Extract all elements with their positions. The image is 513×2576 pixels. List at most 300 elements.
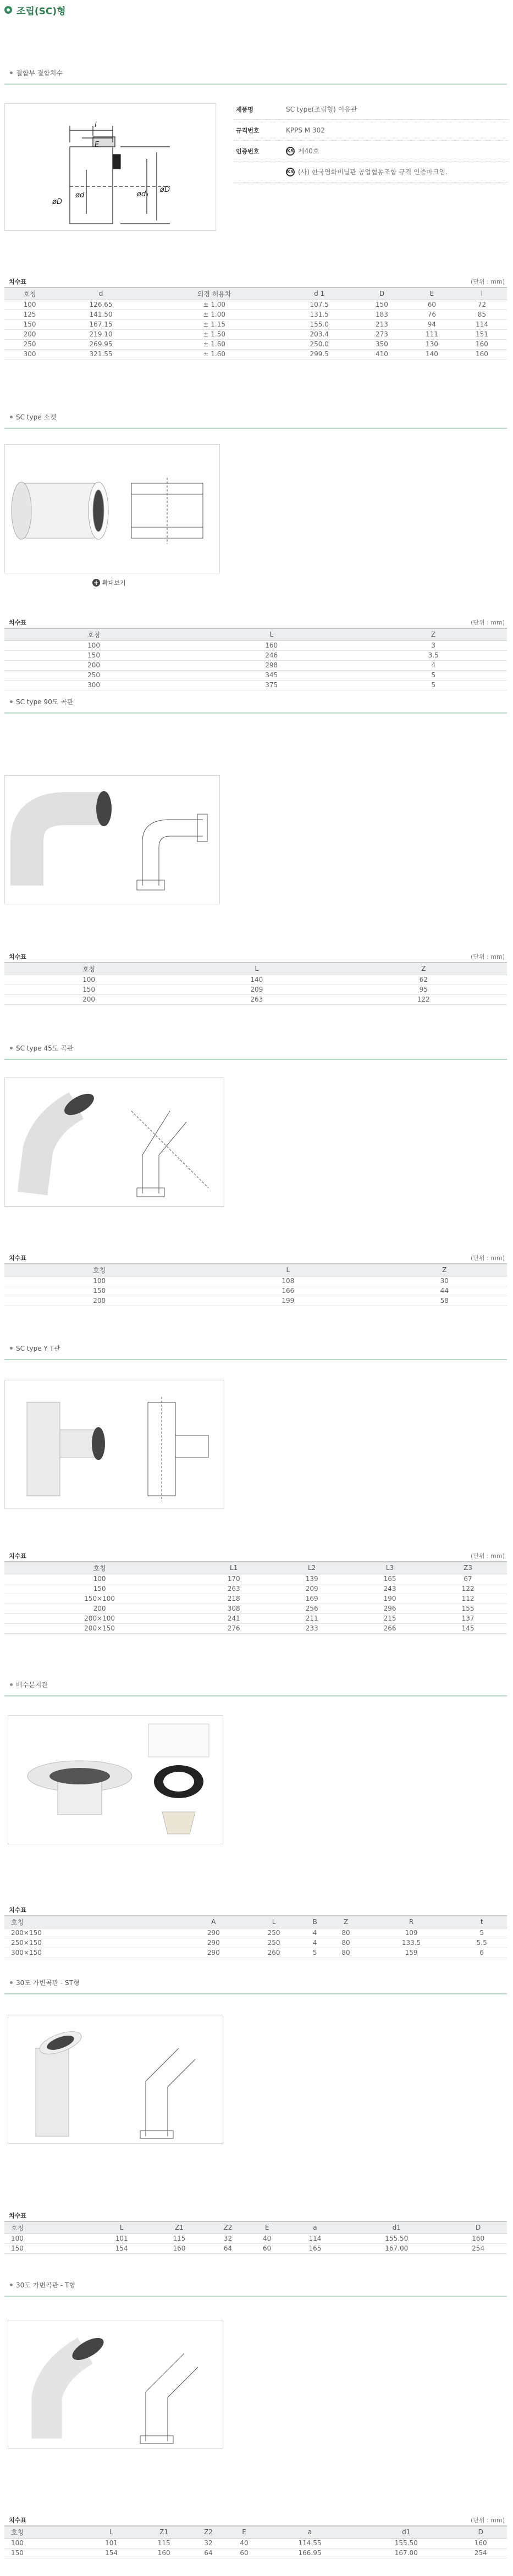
table-cell: 321.55 — [55, 349, 147, 359]
section-divider — [4, 1359, 507, 1360]
table-cell: 215 — [351, 1613, 429, 1623]
table-header-row — [4, 2526, 507, 2538]
joint-diagram-image — [4, 103, 216, 231]
column-header: t — [456, 1916, 507, 1928]
section-title: SC type 45도 곡관 — [16, 1044, 74, 1052]
table-cell: 254 — [449, 2243, 507, 2253]
bullet-icon — [10, 1047, 13, 1049]
table-cell: 150 — [4, 1286, 194, 1296]
bullet-icon — [10, 71, 13, 74]
table-cell: 6 — [456, 1948, 507, 1958]
unit-label: (단위 : mm) — [471, 1254, 505, 1262]
table-cell: 58 — [382, 1296, 507, 1306]
table-cell: 160 — [457, 339, 507, 349]
table-cell: 122 — [340, 994, 507, 1004]
column-header: 호칭 — [4, 1916, 183, 1928]
table-cell: 256 — [273, 1604, 351, 1613]
table-cell: ± 1.00 — [147, 309, 282, 319]
table-cell: 269.95 — [55, 339, 147, 349]
table-cell: 167.15 — [55, 319, 147, 329]
svg-text:øD: øD — [160, 186, 170, 194]
column-header: 호칭 — [4, 2526, 85, 2538]
table-cell: 95 — [340, 985, 507, 994]
section-divider — [4, 84, 507, 85]
table-cell: 3 — [360, 640, 507, 650]
table-label: 치수표 — [9, 2212, 26, 2219]
column-header: L — [244, 1916, 304, 1928]
table-cell: 150 — [4, 985, 173, 994]
y-tee-dimension-table — [4, 1561, 507, 1634]
table-cell: 141.50 — [55, 309, 147, 319]
table-cell: 200×150 — [4, 1623, 195, 1633]
table-cell: 246 — [183, 650, 360, 660]
table-row — [4, 1584, 507, 1594]
table-cell: 101 — [85, 2538, 138, 2548]
zoom-label: 확대보기 — [102, 579, 126, 587]
table-cell: 100 — [4, 640, 183, 650]
column-header: L — [183, 628, 360, 640]
table-cell: 250×150 — [4, 1938, 183, 1948]
table-cell: 64 — [190, 2548, 227, 2558]
table-cell: 209 — [173, 985, 340, 994]
column-header: D — [454, 2526, 507, 2538]
table-header — [4, 275, 507, 286]
joint-dimension-table — [4, 287, 507, 360]
table-header-row — [4, 1562, 507, 1574]
table-cell: 213 — [357, 319, 407, 329]
column-header: B — [304, 1916, 326, 1928]
table-header-row — [4, 288, 507, 300]
column-header: 외경 허용차 — [147, 288, 282, 300]
table-row — [4, 1276, 507, 1286]
column-header: 호칭 — [4, 628, 183, 640]
table-cell: 300×150 — [4, 1948, 183, 1958]
table-cell: 241 — [195, 1613, 273, 1623]
variable-elbow-t-product-image — [8, 2320, 223, 2449]
table-cell: 218 — [195, 1594, 273, 1604]
table-cell: 254 — [454, 2548, 507, 2558]
table-cell: 250 — [244, 1928, 304, 1938]
table-cell: 139 — [273, 1574, 351, 1584]
section-divider — [4, 428, 507, 429]
table-cell: 60 — [407, 300, 457, 309]
table-row — [4, 1613, 507, 1623]
table-cell: 154 — [85, 2548, 138, 2558]
table-cell: 109 — [366, 1928, 457, 1938]
plus-icon: + — [93, 579, 100, 587]
table-row — [4, 349, 507, 359]
zoom-button[interactable] — [92, 578, 126, 587]
table-cell: 60 — [227, 2548, 262, 2558]
table-cell: 300 — [4, 680, 183, 690]
table-cell: 296 — [351, 1604, 429, 1613]
table-cell: 165 — [286, 2243, 344, 2253]
table-cell: 40 — [227, 2538, 262, 2548]
spec-key: 인증번호 — [236, 147, 260, 155]
spec-value: SC type(조립형) 이음관 — [286, 106, 357, 113]
table-cell: 375 — [183, 680, 360, 690]
table-cell: 115 — [151, 2234, 208, 2243]
table-cell: 133.5 — [366, 1938, 457, 1948]
table-row — [4, 329, 507, 339]
table-cell: 155.50 — [344, 2234, 449, 2243]
table-row — [4, 1594, 507, 1604]
table-cell: 250 — [4, 670, 183, 680]
table-cell: 250 — [4, 339, 55, 349]
drain-branch-product-image — [8, 1715, 223, 1844]
variable-elbow-t-dimension-table — [4, 2525, 507, 2558]
table-cell: 410 — [357, 349, 407, 359]
table-cell: 183 — [357, 309, 407, 319]
column-header: 호칭 — [4, 2221, 93, 2234]
table-row — [4, 660, 507, 670]
column-header: 호칭 — [4, 288, 55, 300]
column-header: R — [366, 1916, 457, 1928]
table-row — [4, 680, 507, 690]
table-cell: ± 1.00 — [147, 300, 282, 309]
column-header: d — [55, 288, 147, 300]
table-cell: 150 — [4, 1584, 195, 1594]
table-cell: ± 1.50 — [147, 329, 282, 339]
table-cell: 243 — [351, 1584, 429, 1594]
table-cell: 290 — [183, 1928, 244, 1938]
table-cell: 200 — [4, 1604, 195, 1613]
table-cell: 5 — [456, 1928, 507, 1938]
section-divider — [4, 1059, 507, 1060]
svg-text:E: E — [95, 141, 100, 149]
column-header: a — [262, 2526, 358, 2538]
table-row — [4, 640, 507, 650]
svg-text:l: l — [95, 121, 97, 129]
bullet-icon — [10, 416, 13, 418]
bullet-icon — [10, 2284, 13, 2286]
section-title: SC type 소켓 — [16, 413, 57, 421]
table-cell: 298 — [183, 660, 360, 670]
table-header-row — [4, 2221, 507, 2234]
table-row — [4, 975, 507, 985]
table-cell: 160 — [454, 2538, 507, 2548]
table-cell: 40 — [248, 2234, 286, 2243]
drain-branch-dimension-table — [4, 1915, 507, 1958]
table-cell: 166.95 — [262, 2548, 358, 2558]
column-header: L — [93, 2221, 151, 2234]
section-title: 결합부 결합치수 — [16, 69, 63, 77]
table-cell: 94 — [407, 319, 457, 329]
table-cell: 150 — [4, 2548, 85, 2558]
table-cell: 100 — [4, 2538, 85, 2548]
table-cell: 80 — [326, 1948, 366, 1958]
table-row — [4, 1938, 507, 1948]
table-row — [4, 1948, 507, 1958]
table-row — [4, 319, 507, 329]
certification-mark-icon: KS — [286, 168, 295, 176]
column-header: L2 — [273, 1562, 351, 1574]
column-header: A — [183, 1916, 244, 1928]
table-row — [4, 2243, 507, 2253]
table-header — [4, 1549, 507, 1560]
table-cell: 30 — [382, 1276, 507, 1286]
table-cell: 150 — [4, 319, 55, 329]
table-row — [4, 300, 507, 309]
table-cell: 111 — [407, 329, 457, 339]
unit-label: (단위 : mm) — [471, 278, 505, 285]
table-cell: 5 — [304, 1948, 326, 1958]
table-cell: 3.5 — [360, 650, 507, 660]
table-cell: 131.5 — [282, 309, 357, 319]
page-title — [4, 3, 66, 16]
table-cell: 67 — [429, 1574, 507, 1584]
spec-row — [234, 120, 509, 141]
table-cell: 85 — [457, 309, 507, 319]
socket-dimension-table — [4, 628, 507, 690]
table-label: 치수표 — [9, 1254, 26, 1262]
table-header — [4, 616, 507, 627]
column-header: Z1 — [151, 2221, 208, 2234]
table-cell: 80 — [326, 1928, 366, 1938]
unit-label: (단위 : mm) — [471, 1552, 505, 1560]
table-cell: 200 — [4, 660, 183, 670]
table-cell: 266 — [351, 1623, 429, 1633]
svg-text:ød₁: ød₁ — [137, 190, 149, 198]
table-cell: 273 — [357, 329, 407, 339]
table-cell: 4 — [360, 660, 507, 670]
table-cell: 108 — [194, 1276, 382, 1286]
table-cell: 276 — [195, 1623, 273, 1633]
table-cell: 154 — [93, 2243, 151, 2253]
table-cell: 250 — [244, 1938, 304, 1948]
table-row — [4, 670, 507, 680]
table-cell: 32 — [190, 2538, 227, 2548]
elbow-45-product-image — [4, 1077, 224, 1207]
table-cell: 114 — [457, 319, 507, 329]
column-header: d 1 — [282, 288, 357, 300]
column-header: L1 — [195, 1562, 273, 1574]
table-cell: 150 — [357, 300, 407, 309]
table-cell: 126.65 — [55, 300, 147, 309]
section-90-elbow — [4, 692, 507, 714]
column-header: E — [407, 288, 457, 300]
table-row — [4, 1286, 507, 1296]
table-cell: 200 — [4, 329, 55, 339]
table-cell: 101 — [93, 2234, 151, 2243]
column-header: 호칭 — [4, 1264, 194, 1276]
table-header-row — [4, 1916, 507, 1928]
table-label: 치수표 — [9, 1906, 26, 1914]
table-row — [4, 309, 507, 319]
table-cell: 112 — [429, 1594, 507, 1604]
table-cell: 350 — [357, 339, 407, 349]
table-cell: 4 — [304, 1938, 326, 1948]
table-cell: 209 — [273, 1584, 351, 1594]
table-cell: 100 — [4, 975, 173, 985]
table-cell: 140 — [407, 349, 457, 359]
table-cell: 200 — [4, 994, 173, 1004]
column-header: Z3 — [429, 1562, 507, 1574]
column-header: E — [227, 2526, 262, 2538]
table-cell: 308 — [195, 1604, 273, 1613]
table-cell: 155 — [429, 1604, 507, 1613]
table-cell: 211 — [273, 1613, 351, 1623]
table-cell: 160 — [183, 640, 360, 650]
table-cell: 159 — [366, 1948, 457, 1958]
socket-product-image — [4, 444, 220, 573]
table-cell: 115 — [137, 2538, 190, 2548]
table-cell: 263 — [173, 994, 340, 1004]
section-title: 30도 가변곡관 - T형 — [16, 2281, 75, 2289]
table-cell: 170 — [195, 1574, 273, 1584]
section-sc-socket — [4, 407, 507, 429]
column-header: Z — [340, 963, 507, 975]
table-cell: 5.5 — [456, 1938, 507, 1948]
variable-elbow-st-dimension-table — [4, 2221, 507, 2254]
table-cell: 76 — [407, 309, 457, 319]
table-header-row — [4, 628, 507, 640]
column-header: E — [248, 2221, 286, 2234]
table-header — [4, 950, 507, 961]
table-cell: 150×100 — [4, 1594, 195, 1604]
table-row — [4, 994, 507, 1004]
spec-value: 제40호 — [298, 147, 319, 155]
elbow-45-dimension-table — [4, 1263, 507, 1306]
column-header: L — [173, 963, 340, 975]
spec-row — [234, 162, 509, 183]
joint-drawing — [5, 104, 216, 231]
table-header — [4, 1251, 507, 1262]
table-cell: 219.10 — [55, 329, 147, 339]
table-cell: 200×100 — [4, 1613, 195, 1623]
table-cell: 155.50 — [358, 2538, 454, 2548]
table-cell: 137 — [429, 1613, 507, 1623]
spec-key: 제품명 — [236, 106, 253, 113]
bullet-icon — [10, 1981, 13, 1984]
table-header — [4, 2209, 507, 2220]
table-header-row — [4, 1264, 507, 1276]
table-label: 치수표 — [9, 619, 26, 626]
section-30-variable-elbow-st — [4, 1972, 507, 1994]
svg-text:øD: øD — [52, 198, 62, 206]
title-bullet-icon — [4, 6, 12, 14]
section-divider — [4, 1993, 507, 1994]
table-cell: 114 — [286, 2234, 344, 2243]
table-row — [4, 1623, 507, 1633]
table-cell: 122 — [429, 1584, 507, 1594]
table-row — [4, 1574, 507, 1584]
table-cell: 100 — [4, 1574, 195, 1584]
column-header: D — [449, 2221, 507, 2234]
column-header: l — [457, 288, 507, 300]
table-cell: 4 — [304, 1928, 326, 1938]
table-cell: 72 — [457, 300, 507, 309]
table-cell: 233 — [273, 1623, 351, 1633]
bullet-icon — [10, 700, 13, 703]
section-drain-branch — [4, 1674, 507, 1696]
table-cell: 290 — [183, 1938, 244, 1948]
table-cell: 100 — [4, 1276, 194, 1286]
table-row — [4, 2548, 507, 2558]
table-cell: 64 — [208, 2243, 247, 2253]
spec-value: (사) 한국염화비닐관 공업협동조합 규격 인증마크임. — [298, 168, 448, 176]
section-divider — [4, 1695, 507, 1696]
table-cell: 100 — [4, 300, 55, 309]
column-header: Z — [382, 1264, 507, 1276]
section-divider — [4, 2296, 507, 2297]
table-cell: 260 — [244, 1948, 304, 1958]
table-label: 치수표 — [9, 2517, 26, 2524]
section-title: SC type Y T관 — [16, 1345, 60, 1352]
certification-mark-icon: KS — [286, 147, 295, 156]
table-cell: 300 — [4, 349, 55, 359]
table-cell: 199 — [194, 1296, 382, 1306]
table-cell: 5 — [360, 670, 507, 680]
table-row — [4, 339, 507, 349]
table-cell: 290 — [183, 1948, 244, 1958]
table-row — [4, 2538, 507, 2548]
table-cell: 167.00 — [344, 2243, 449, 2253]
column-header: Z2 — [190, 2526, 227, 2538]
spec-row — [234, 141, 509, 162]
table-cell: 160 — [449, 2234, 507, 2243]
table-cell: 190 — [351, 1594, 429, 1604]
column-header: d1 — [344, 2221, 449, 2234]
table-cell: 169 — [273, 1594, 351, 1604]
table-cell: 44 — [382, 1286, 507, 1296]
table-cell: 263 — [195, 1584, 273, 1594]
table-cell: 165 — [351, 1574, 429, 1584]
elbow-90-product-image — [4, 775, 220, 904]
column-header: L3 — [351, 1562, 429, 1574]
table-row — [4, 1928, 507, 1938]
table-header — [4, 1903, 507, 1914]
table-row — [4, 1296, 507, 1306]
section-30-variable-elbow-t — [4, 2275, 507, 2297]
table-cell: 200 — [4, 1296, 194, 1306]
table-cell: 145 — [429, 1623, 507, 1633]
table-cell: 345 — [183, 670, 360, 680]
section-joint-dimensions — [4, 63, 507, 85]
table-header — [4, 2513, 507, 2524]
section-y-tee — [4, 1338, 507, 1360]
column-header: L — [85, 2526, 138, 2538]
table-row — [4, 650, 507, 660]
table-cell: 100 — [4, 2234, 93, 2243]
table-cell: 203.4 — [282, 329, 357, 339]
page-title-text: 조립(SC)형 — [16, 5, 66, 17]
table-row — [4, 2234, 507, 2243]
table-cell: 80 — [326, 1938, 366, 1948]
section-title: SC type 90도 곡관 — [16, 698, 74, 706]
column-header: 호칭 — [4, 963, 173, 975]
table-cell: 155.0 — [282, 319, 357, 329]
column-header: D — [357, 288, 407, 300]
table-cell: ± 1.60 — [147, 339, 282, 349]
unit-label: (단위 : mm) — [471, 953, 505, 960]
table-cell: 125 — [4, 309, 55, 319]
table-cell: 32 — [208, 2234, 247, 2243]
spec-row — [234, 99, 509, 120]
spec-value: KPPS M 302 — [286, 126, 325, 134]
table-cell: 160 — [457, 349, 507, 359]
table-cell: 62 — [340, 975, 507, 985]
table-cell: 200×150 — [4, 1928, 183, 1938]
table-cell: 150 — [4, 2243, 93, 2253]
column-header: d1 — [358, 2526, 454, 2538]
table-cell: 160 — [137, 2548, 190, 2558]
table-row — [4, 1604, 507, 1613]
column-header: Z — [326, 1916, 366, 1928]
section-title: 30도 가변곡관 - ST형 — [16, 1979, 80, 1987]
column-header: Z2 — [208, 2221, 247, 2234]
table-cell: 160 — [151, 2243, 208, 2253]
